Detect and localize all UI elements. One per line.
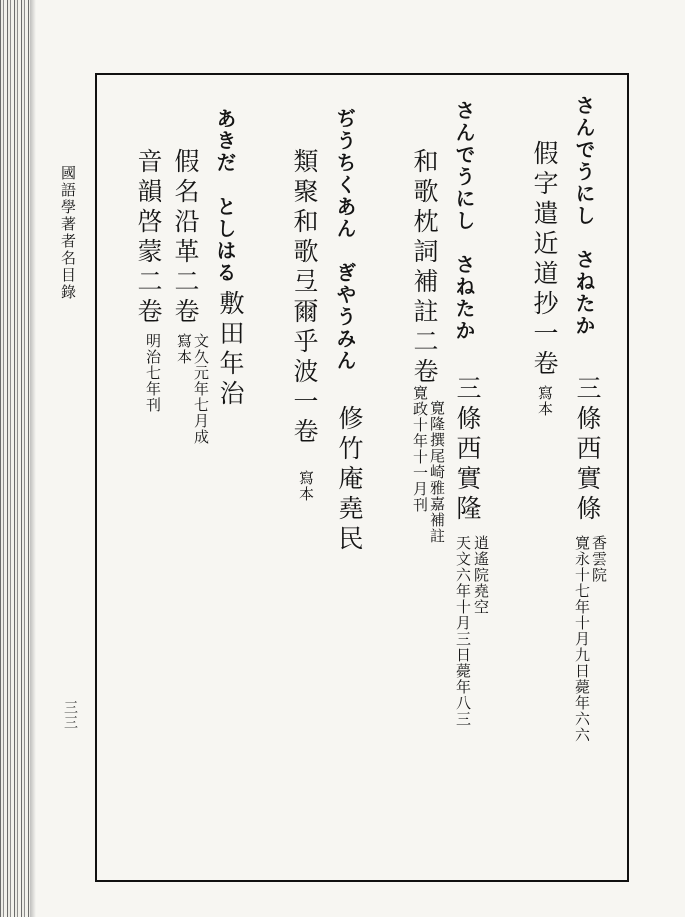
book-binding-edge bbox=[0, 0, 30, 917]
entry-kana-reading: あきだ としはる bbox=[213, 108, 237, 284]
entry-note-bottom: 寛永十七年十月九日薨年六六 bbox=[573, 535, 591, 743]
entry-author: 敷田年治 bbox=[216, 290, 245, 410]
page-number: 三三 bbox=[62, 700, 78, 730]
entry-work-note: 文久元年七月成 bbox=[192, 333, 210, 445]
binding-shadow bbox=[30, 0, 36, 917]
entry-copy-type: 寫本 bbox=[175, 333, 193, 365]
entry-kana-reading: ぢうちくあん ぎやうみん bbox=[333, 108, 357, 372]
entry-title: 和歌枕詞補註二卷 bbox=[410, 148, 439, 388]
entry-publication-line: 寛政十年十一月刊 bbox=[411, 385, 429, 513]
entry-note-bottom: 天文六年十月三日薨年八三 bbox=[454, 535, 472, 727]
entry-author: 三條西實條 bbox=[573, 375, 602, 525]
entry-kana-reading: さんでうにし さねたか bbox=[572, 95, 596, 337]
entry-author: 三條西實隆 bbox=[453, 375, 482, 525]
entry-title: 假字遣近道抄一卷 bbox=[530, 140, 559, 380]
entry-publication-line: 寛隆撰尾崎雅嘉補註 bbox=[428, 400, 446, 544]
entry-work-title: 音韻啓蒙二卷 bbox=[134, 148, 163, 328]
entry-author: 修竹庵堯民 bbox=[335, 405, 364, 555]
entry-note-top: 逍遙院堯空 bbox=[472, 535, 490, 615]
entry-copy-type: 寫本 bbox=[536, 385, 554, 417]
entry-work-title: 假名沿革二卷 bbox=[171, 148, 200, 328]
entry-work-note: 明治七年刊 bbox=[144, 333, 162, 413]
entry-title: 類聚和歌弖爾乎波一卷 bbox=[290, 148, 319, 448]
entry-kana-reading: さんでうにし さねたか bbox=[452, 100, 476, 342]
entry-note-top: 香雲院 bbox=[590, 535, 608, 583]
page-header: 國語學著者名目錄 bbox=[59, 165, 77, 301]
entry-copy-type: 寫本 bbox=[297, 470, 315, 502]
